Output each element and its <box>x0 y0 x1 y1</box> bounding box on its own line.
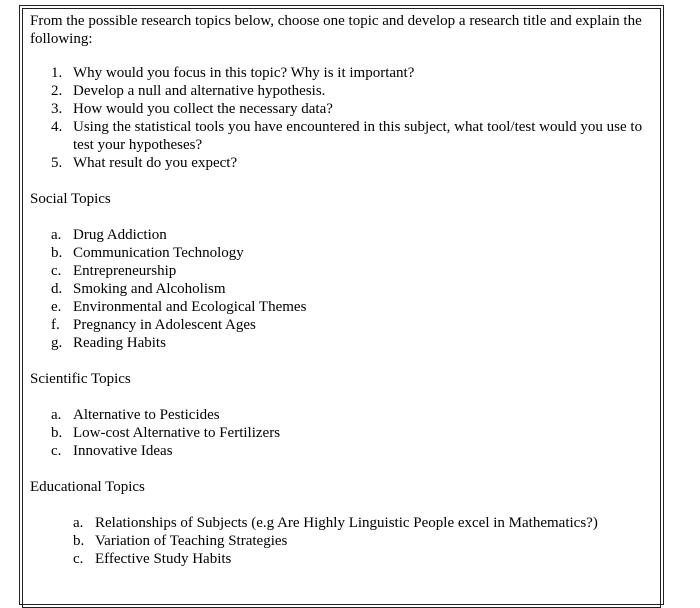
question-item: 2. Develop a null and alternative hypothesis. <box>51 83 326 99</box>
social-topic-list <box>30 226 658 352</box>
question-item: 5. What result do you expect? <box>51 155 238 171</box>
document-body <box>30 12 658 568</box>
list-item: a. Drug Addiction <box>51 227 167 243</box>
question-item: 1. Why would you focus in this topic? Why is it important? <box>51 65 415 81</box>
instructions-text: From the possible research topics below, choose one topic and develop a research title and explain the following: <box>30 13 642 47</box>
question-item: 4. Using the statistical tools you have encountered in this subject, what tool/test would you use to test your hypotheses? <box>51 119 643 153</box>
list-item: c. Entrepreneurship <box>51 263 177 279</box>
section-title-social: Social Topics <box>30 191 111 207</box>
question-item: 3. How would you collect the necessary data? <box>51 101 333 117</box>
list-item: a. Alternative to Pesticides <box>51 407 220 423</box>
scientific-topic-list <box>30 406 658 460</box>
list-item: b. Low-cost Alternative to Fertilizers <box>51 425 281 441</box>
educational-topic-list <box>30 514 658 568</box>
section-title-scientific: Scientific Topics <box>30 371 131 387</box>
question-list <box>30 64 658 172</box>
list-item: c. Effective Study Habits <box>73 551 232 567</box>
list-item: b. Variation of Teaching Strategies <box>73 533 288 549</box>
list-item: g. Reading Habits <box>51 335 166 351</box>
list-item: a. Relationships of Subjects (e.g Are Highly Linguistic People excel in Mathematics?) <box>73 515 598 531</box>
list-item: f. Pregnancy in Adolescent Ages <box>51 317 256 333</box>
list-item: b. Communication Technology <box>51 245 244 261</box>
section-title-educational: Educational Topics <box>30 479 145 495</box>
list-item: c. Innovative Ideas <box>51 443 173 459</box>
list-item: d. Smoking and Alcoholism <box>51 281 226 297</box>
list-item: e. Environmental and Ecological Themes <box>51 299 307 315</box>
